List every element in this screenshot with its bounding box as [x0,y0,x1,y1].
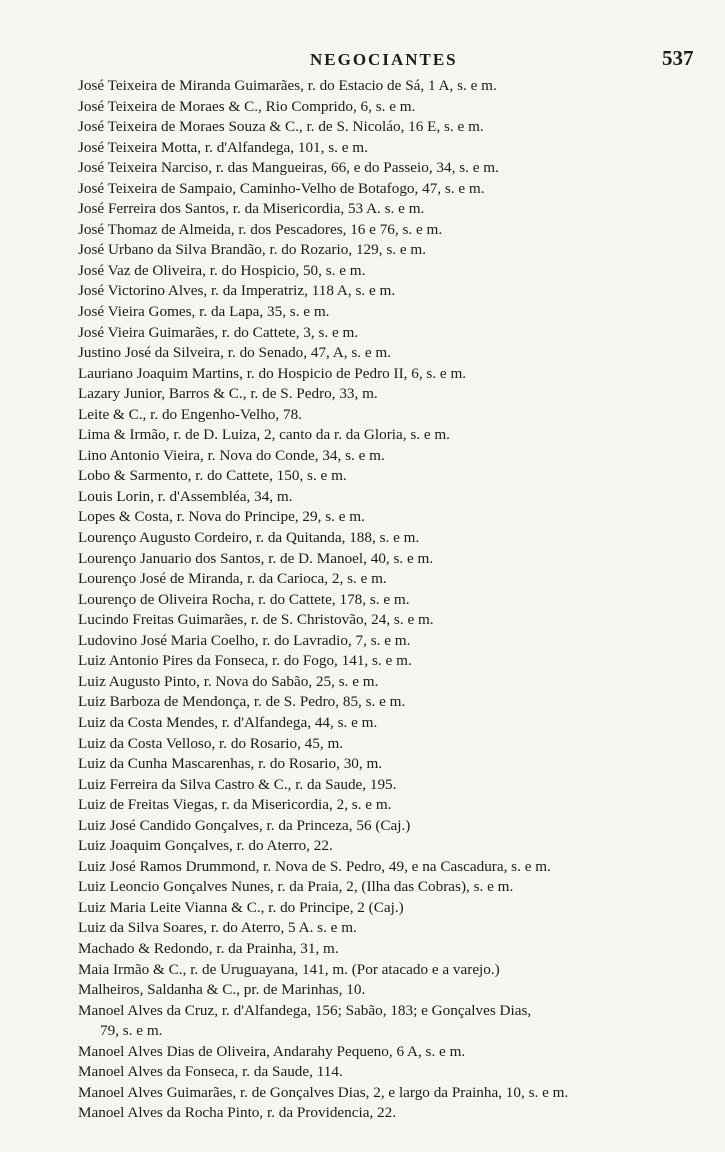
list-item [78,1042,708,1063]
entry-text: José Teixeira de Moraes & C., Rio Comprido, 6, s. e m. [78,97,416,115]
entry-text: José Thomaz de Almeida, r. dos Pescadores, 16 e 76, s. e m. [78,220,443,238]
list-item [78,76,708,97]
list-item [78,528,708,549]
merchant-list [78,76,708,1124]
entry-text: Lino Antonio Vieira, r. Nova do Conde, 34, s. e m. [78,446,385,464]
list-item [78,898,708,919]
list-item [78,692,708,713]
entry-text: Lourenço José de Miranda, r. da Carioca, 2, s. e m. [78,570,387,588]
list-item [78,672,708,693]
entry-text: Lourenço Augusto Cordeiro, r. da Quitanda, 188, s. e m. [78,529,420,547]
entry-text: José Urbano da Silva Brandão, r. do Rozario, 129, s. e m. [78,241,426,259]
entry-text: José Teixeira Motta, r. d'Alfandega, 101, s. e m. [78,138,368,156]
entry-text: Luiz Joaquim Gonçalves, r. do Aterro, 22. [78,837,333,855]
entry-text: Lourenço Januario dos Santos, r. de D. Manoel, 40, s. e m. [78,549,434,567]
list-item [78,610,708,631]
entry-text: Maia Irmão & C., r. de Uruguayana, 141, m. (Por atacado e a varejo.) [78,960,500,978]
list-item [78,446,708,467]
list-item [78,384,708,405]
entry-continuation: 79, s. e m. [100,1022,163,1040]
entry-text: Ludovino José Maria Coelho, r. do Lavradio, 7, s. e m. [78,631,411,649]
list-item [78,734,708,755]
entry-text: José Victorino Alves, r. da Imperatriz, 118 A, s. e m. [78,282,396,300]
list-item [78,549,708,570]
entry-text: José Ferreira dos Santos, r. da Misericordia, 53 A. s. e m. [78,200,425,218]
list-item [78,960,708,981]
list-item [78,980,708,1001]
list-item [78,1062,708,1083]
list-item [78,199,708,220]
list-item [78,138,708,159]
list-item [78,507,708,528]
list-item [78,795,708,816]
entry-text: Leite & C., r. do Engenho-Velho, 78. [78,405,302,423]
list-item [78,302,708,323]
entry-text: José Vieira Gomes, r. da Lapa, 35, s. e m. [78,303,330,321]
list-item [78,261,708,282]
entry-text: Luiz Maria Leite Vianna & C., r. do Principe, 2 (Caj.) [78,898,404,916]
entry-text: Luiz da Costa Mendes, r. d'Alfandega, 44, s. e m. [78,713,378,731]
entry-text: Luiz Antonio Pires da Fonseca, r. do Fogo, 141, s. e m. [78,652,412,670]
list-item [78,405,708,426]
entry-text: Machado & Redondo, r. da Prainha, 31, m. [78,939,339,957]
entry-text: José Teixeira de Moraes Souza & C., r. de S. Nicoláo, 16 E, s. e m. [78,118,484,136]
entry-text: Luiz Leoncio Gonçalves Nunes, r. da Praia, 2, (Ilha das Cobras), s. e m. [78,878,514,896]
entry-text: Lopes & Costa, r. Nova do Principe, 29, s. e m. [78,508,365,526]
entry-text: Luiz José Candido Gonçalves, r. da Princeza, 56 (Caj.) [78,816,411,834]
entry-text: Louis Lorin, r. d'Assembléa, 34, m. [78,487,293,505]
entry-text: Luiz da Cunha Mascarenhas, r. do Rosario, 30, m. [78,755,383,773]
entry-text: José Vieira Guimarães, r. do Cattete, 3, s. e m. [78,323,359,341]
list-item [78,816,708,837]
entry-text: José Teixeira Narciso, r. das Mangueiras, 66, e do Passeio, 34, s. e m. [78,159,499,177]
list-item [78,590,708,611]
entry-text: Luiz Augusto Pinto, r. Nova do Sabão, 25, s. e m. [78,672,379,690]
entry-text: Manoel Alves da Fonseca, r. da Saude, 114. [78,1063,343,1081]
list-item [78,918,708,939]
list-item [78,158,708,179]
list-item [78,343,708,364]
entry-text: José Vaz de Oliveira, r. do Hospicio, 50, s. e m. [78,261,366,279]
list-item [78,631,708,652]
page-number: 537 [662,46,694,70]
list-item [78,179,708,200]
entry-text: Lauriano Joaquim Martins, r. do Hospicio de Pedro II, 6, s. e m. [78,364,467,382]
entry-text: Luiz Barboza de Mendonça, r. de S. Pedro, 85, s. e m. [78,693,406,711]
section-title: NEGOCIANTES [310,50,458,69]
list-item [78,857,708,878]
list-item [78,487,708,508]
entry-text: José Teixeira de Miranda Guimarães, r. do Estacio de Sá, 1 A, s. e m. [78,77,497,94]
list-item [78,713,708,734]
list-item [78,1083,708,1104]
list-item [78,97,708,118]
list-item [78,775,708,796]
list-item [78,754,708,775]
list-item [78,425,708,446]
list-item [78,220,708,241]
entry-text: Justino José da Silveira, r. do Senado, 47, A, s. e m. [78,344,392,362]
page-header [0,46,725,74]
list-item [78,117,708,138]
entry-text: Luiz da Silva Soares, r. do Aterro, 5 A. s. e m. [78,919,357,937]
entry-text: Manoel Alves da Rocha Pinto, r. da Providencia, 22. [78,1104,397,1122]
entry-text: Manoel Alves Dias de Oliveira, Andarahy Pequeno, 6 A, s. e m. [78,1042,466,1060]
list-item [78,364,708,385]
entry-text: José Teixeira de Sampaio, Caminho-Velho de Botafogo, 47, s. e m. [78,179,485,197]
entry-text: Lima & Irmão, r. de D. Luiza, 2, canto da r. da Gloria, s. e m. [78,426,450,444]
entry-text: Lucindo Freitas Guimarães, r. de S. Christovão, 24, s. e m. [78,611,434,629]
entry-text: Manoel Alves Guimarães, r. de Gonçalves Dias, 2, e largo da Prainha, 10, s. e m. [78,1083,569,1101]
list-item [78,466,708,487]
list-item [78,240,708,261]
entry-text: Malheiros, Saldanha & C., pr. de Marinhas, 10. [78,981,366,999]
list-item [78,651,708,672]
entry-text: Lourenço de Oliveira Rocha, r. do Cattete, 178, s. e m. [78,590,410,608]
entry-text: Lazary Junior, Barros & C., r. de S. Pedro, 33, m. [78,385,378,403]
list-item [78,877,708,898]
list-item [78,569,708,590]
list-item [78,939,708,960]
list-item [78,281,708,302]
entry-text: Luiz de Freitas Viegas, r. da Misericordia, 2, s. e m. [78,796,392,814]
entry-text: Luiz Ferreira da Silva Castro & C., r. da Saude, 195. [78,775,397,793]
entry-text: Lobo & Sarmento, r. do Cattete, 150, s. e m. [78,467,347,485]
entry-text: Manoel Alves da Cruz, r. d'Alfandega, 156; Sabão, 183; e Gonçalves Dias, [78,1001,532,1019]
list-item [78,323,708,344]
entry-text: Luiz José Ramos Drummond, r. Nova de S. Pedro, 49, e na Cascadura, s. e m. [78,857,551,875]
list-item [78,836,708,857]
entry-text: Luiz da Costa Velloso, r. do Rosario, 45, m. [78,734,344,752]
list-item [78,1001,708,1042]
list-item [78,1103,708,1124]
